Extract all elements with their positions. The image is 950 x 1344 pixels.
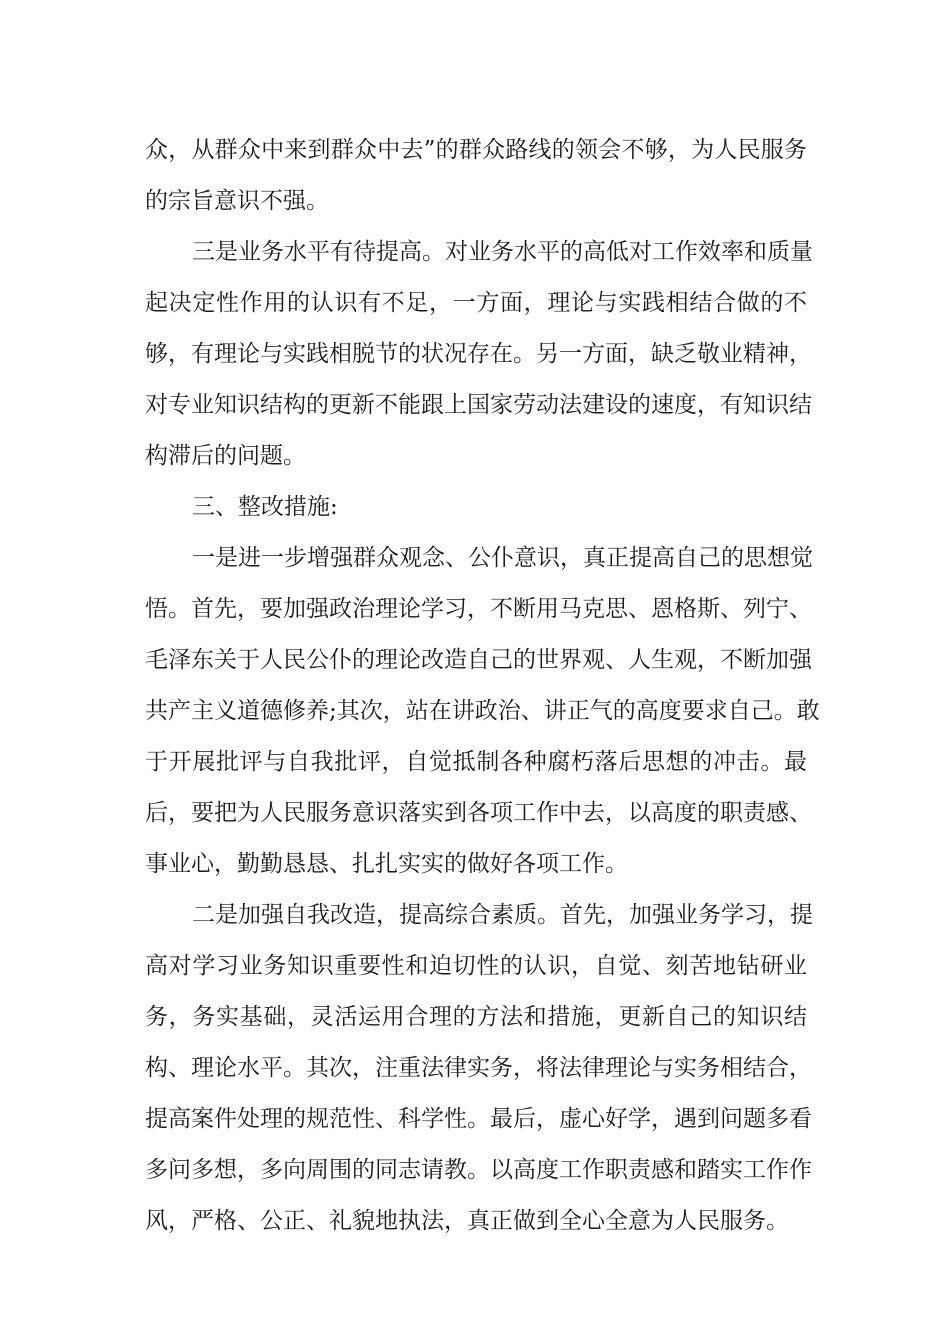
- paragraph-first-line: 二是加强自我改造，提高综合素质。首先，加强业务学习，提: [192, 902, 813, 928]
- text-line: 务，务实基础，灵活运用合理的方法和措施，更新自己的知识结: [145, 1004, 807, 1030]
- text-line: 风，严格、公正、礼貌地执法，真正做到全心全意为人民服务。: [145, 1208, 789, 1234]
- text-line: 高对学习业务知识重要性和迫切性的认识，自觉、刻苦地钻研业: [145, 953, 807, 979]
- text-line: 构、理论水平。其次，注重法律实务，将法律理论与实务相结合，: [145, 1055, 812, 1081]
- section-heading: 三、整改措施:: [192, 494, 338, 520]
- text-line: 共产主义道德修养;其次，站在讲政治、讲正气的高度要求自己。敢: [145, 698, 820, 724]
- paragraph-first-line: 一是进一步增强群众观念、公仆意识，真正提高自己的思想觉: [192, 545, 813, 571]
- text-line: 事业心，勤勤恳恳、扎扎实实的做好各项工作。: [145, 851, 628, 877]
- text-line: 够，有理论与实践相脱节的状况存在。另一方面，缺乏敬业精神，: [145, 341, 812, 367]
- text-line: 悟。首先，要加强政治理论学习，不断用马克思、恩格斯、列宁、: [145, 596, 812, 622]
- text-line: 于开展批评与自我批评，自觉抵制各种腐朽落后思想的冲击。最: [145, 749, 807, 775]
- text-line: 对专业知识结构的更新不能跟上国家劳动法建设的速度，有知识结: [145, 392, 812, 418]
- text-line: 提高案件处理的规范性、科学性。最后，虚心好学，遇到问题多看: [145, 1106, 812, 1132]
- text-line: 毛泽东关于人民公仆的理论改造自己的世界观、人生观，不断加强: [145, 647, 812, 673]
- text-line: 众，从群众中来到群众中去”的群众路线的领会不够，为人民服务: [145, 137, 807, 163]
- paragraph-first-line: 三是业务水平有待提高。对业务水平的高低对工作效率和质量: [192, 239, 813, 265]
- text-line: 后，要把为人民服务意识落实到各项工作中去，以高度的职责感、: [145, 800, 812, 826]
- text-line: 构滞后的问题。: [145, 443, 306, 469]
- text-line: 的宗旨意识不强。: [145, 188, 329, 214]
- text-line: 多问多想，多向周围的同志请教。以高度工作职责感和踏实工作作: [145, 1157, 812, 1183]
- text-line: 起决定性作用的认识有不足，一方面，理论与实践相结合做的不: [145, 290, 807, 316]
